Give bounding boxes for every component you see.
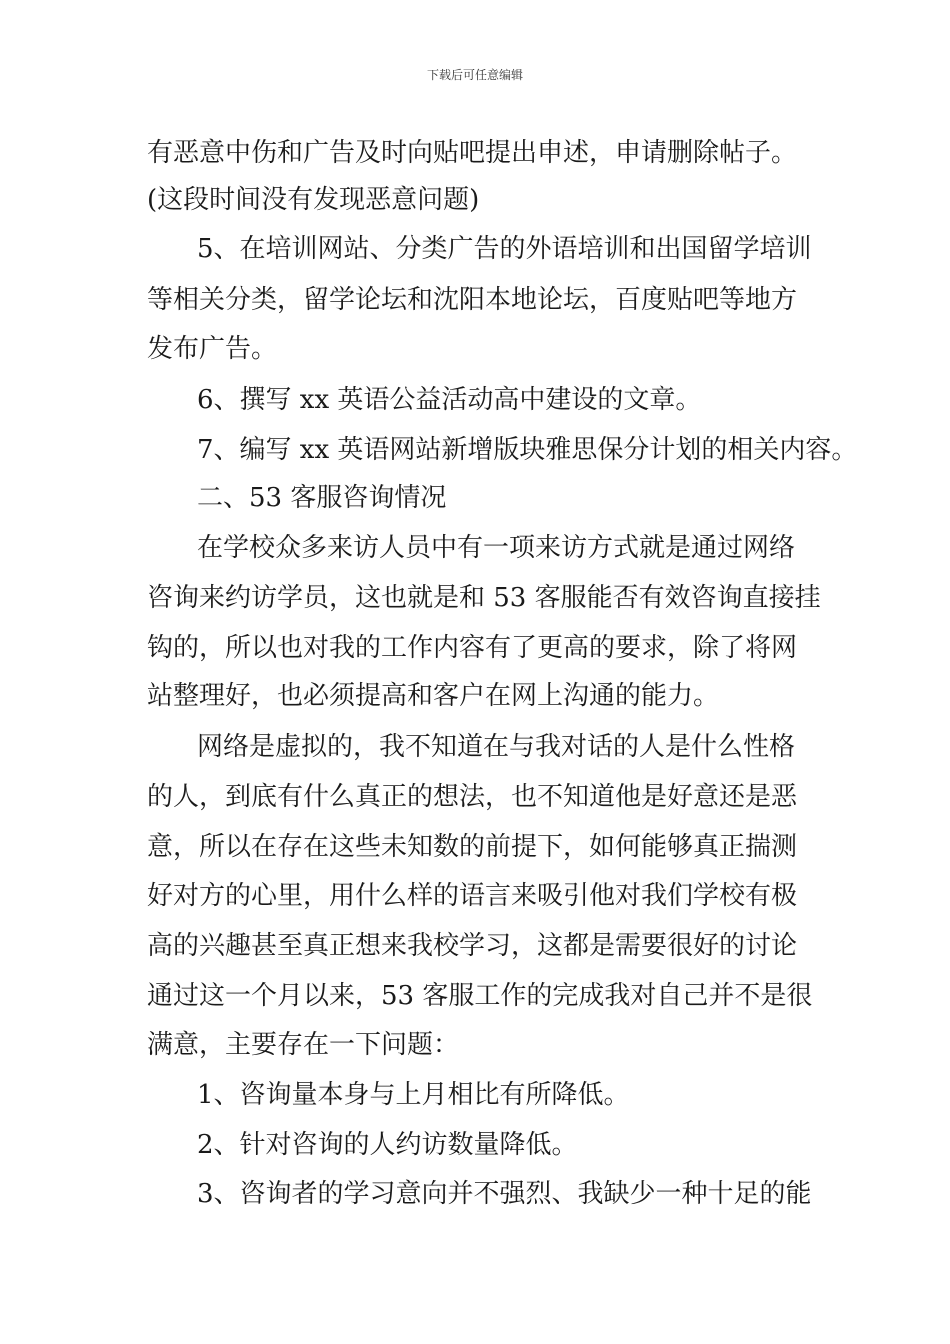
text-line: (这段时间没有发现恶意问题) xyxy=(147,185,480,215)
text-line: 高的兴趣甚至真正想来我校学习，这都是需要很好的讨论 xyxy=(147,931,798,961)
text-line: 5、在培训网站、分类广告的外语培训和出国留学培训 xyxy=(197,234,812,264)
text-line: 网络是虚拟的，我不知道在与我对话的人是什么性格 xyxy=(197,732,796,762)
text-line: 有恶意中伤和广告及时向贴吧提出申述，申请删除帖子。 xyxy=(147,138,798,168)
header-note: 下载后可任意编辑 xyxy=(426,68,523,82)
text-line: 满意，主要存在一下问题： xyxy=(147,1030,460,1060)
text-line: 7、编写 xx 英语网站新增版块雅思保分计划的相关内容。 xyxy=(197,435,858,465)
text-line: 通过这一个月以来，53 客服工作的完成我对自己并不是很 xyxy=(147,981,813,1011)
list-item: 3、咨询者的学习意向并不强烈、我缺少一种十足的能 xyxy=(197,1179,812,1209)
text-line: 发布广告。 xyxy=(147,334,278,364)
text-line: 意，所以在存在这些未知数的前提下，如何能够真正揣测 xyxy=(147,832,798,862)
list-item: 2、针对咨询的人约访数量降低。 xyxy=(197,1130,578,1160)
list-item: 1、咨询量本身与上月相比有所降低。 xyxy=(197,1080,630,1110)
text-line: 好对方的心里，用什么样的语言来吸引他对我们学校有极 xyxy=(147,881,798,911)
text-line: 的人，到底有什么真正的想法，也不知道他是好意还是恶 xyxy=(147,782,798,812)
text-line: 站整理好，也必须提高和客户在网上沟通的能力。 xyxy=(147,681,720,711)
text-line: 咨询来约访学员，这也就是和 53 客服能否有效咨询直接挂 xyxy=(147,583,821,613)
text-line: 6、撰写 xx 英语公益活动高中建设的文章。 xyxy=(197,385,702,415)
text-line: 等相关分类，留学论坛和沈阳本地论坛，百度贴吧等地方 xyxy=(147,285,798,315)
text-line: 在学校众多来访人员中有一项来访方式就是通过网络 xyxy=(197,533,796,563)
text-line: 钩的，所以也对我的工作内容有了更高的要求，除了将网 xyxy=(147,633,798,663)
section-heading: 二、53 客服咨询情况 xyxy=(197,483,447,513)
